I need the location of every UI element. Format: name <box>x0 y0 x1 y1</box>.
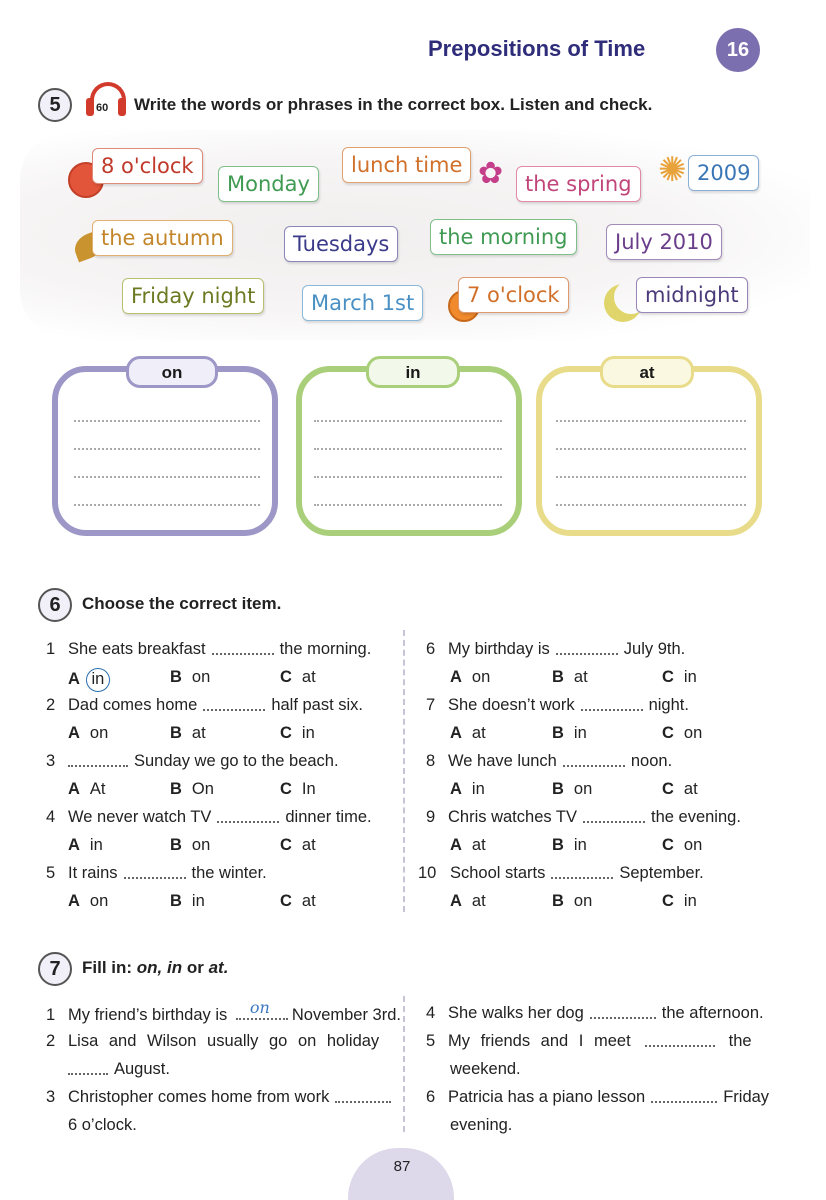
blank[interactable] <box>645 1036 715 1047</box>
fill-item-5: 5 My friends and I meet the <box>426 1032 752 1050</box>
exercise-6-instruction: Choose the correct item. <box>82 594 282 613</box>
word-card-2009[interactable]: 2009 <box>688 155 759 191</box>
fill-item-5-line2: weekend. <box>450 1060 521 1078</box>
question-6: 6 My birthday is July 9th. <box>426 640 686 658</box>
option-10c[interactable]: C in <box>662 892 697 910</box>
at-box-label: at <box>600 356 694 388</box>
fill-item-1: 1 My friend’s birthday is on November 3rd. <box>46 998 401 1024</box>
page-number: 87 <box>393 1158 411 1175</box>
word-card-monday[interactable]: Monday <box>218 166 319 202</box>
word-card-tuesdays[interactable]: Tuesdays <box>284 226 398 262</box>
question-8: 8 We have lunch noon. <box>426 752 673 770</box>
option-8b[interactable]: B on <box>552 780 593 798</box>
blank[interactable] <box>581 700 643 711</box>
on-box-label: on <box>126 356 218 388</box>
blank[interactable] <box>217 812 279 823</box>
option-10b[interactable]: B on <box>552 892 593 910</box>
option-3a[interactable]: A At <box>68 780 106 798</box>
option-4c[interactable]: C at <box>280 836 316 854</box>
word-card-the-spring[interactable]: the spring <box>516 166 641 202</box>
option-5a[interactable]: A on <box>68 892 109 910</box>
blank[interactable] <box>563 756 625 767</box>
fill-item-3-line2: 6 o’clock. <box>68 1116 137 1134</box>
exercise-5-number: 5 <box>38 88 72 122</box>
word-card-the-autumn[interactable]: the autumn <box>92 220 233 256</box>
option-8c[interactable]: C at <box>662 780 698 798</box>
question-7: 7 She doesn’t work night. <box>426 696 689 714</box>
option-4b[interactable]: B on <box>170 836 211 854</box>
option-6c[interactable]: C in <box>662 668 697 686</box>
word-card-march-1st[interactable]: March 1st <box>302 285 423 321</box>
question-5: 5 It rains the winter. <box>46 864 267 882</box>
fill-item-2-line2: August. <box>68 1060 170 1079</box>
word-card-midnight[interactable]: midnight <box>636 277 748 313</box>
blank[interactable] <box>651 1092 717 1103</box>
exercise-5-instruction: Write the words or phrases in the correct box. Listen and check. <box>134 95 653 114</box>
on-box[interactable] <box>52 366 278 536</box>
option-4a[interactable]: A in <box>68 836 103 854</box>
blank[interactable] <box>583 812 645 823</box>
blank[interactable] <box>68 756 128 767</box>
question-1: 1 She eats breakfast the morning. <box>46 640 372 658</box>
option-6b[interactable]: B at <box>552 668 588 686</box>
answer-blank-1[interactable]: on <box>236 1004 288 1020</box>
word-card-lunch-time[interactable]: lunch time <box>342 147 471 183</box>
flower-icon: ✿ <box>478 157 504 190</box>
headphones-icon <box>86 82 126 120</box>
blank[interactable] <box>335 1092 391 1103</box>
blank[interactable] <box>124 868 186 879</box>
option-5b[interactable]: B in <box>170 892 205 910</box>
exercise-7-number: 7 <box>38 952 72 986</box>
fill-item-6: 6 Patricia has a piano lesson Friday <box>426 1088 770 1106</box>
fill-item-3: 3 Christopher comes home from work <box>46 1088 397 1107</box>
option-2b[interactable]: B at <box>170 724 206 742</box>
audio-track-number: 60 <box>96 102 109 114</box>
exercise-7-instruction: Fill in: on, in or at. <box>82 958 229 977</box>
fill-item-2: 2 Lisa and Wilson usually go on holiday <box>46 1032 380 1050</box>
word-card-8-oclock[interactable]: 8 o'clock <box>92 148 203 184</box>
option-9a[interactable]: A at <box>450 836 486 854</box>
unit-number-badge: 16 <box>716 28 760 72</box>
question-10: 10 School starts September. <box>418 864 704 882</box>
fill-item-4: 4 She walks her dog the afternoon. <box>426 1004 764 1022</box>
option-5c[interactable]: C at <box>280 892 316 910</box>
option-1b[interactable]: B on <box>170 668 211 686</box>
option-1c[interactable]: C at <box>280 668 316 686</box>
option-3b[interactable]: B On <box>170 780 214 798</box>
question-2: 2 Dad comes home half past six. <box>46 696 364 714</box>
fireworks-icon: ✺ <box>658 151 687 189</box>
option-7c[interactable]: C on <box>662 724 703 742</box>
word-card-the-morning[interactable]: the morning <box>430 219 577 255</box>
blank[interactable] <box>551 868 613 879</box>
option-9b[interactable]: B in <box>552 836 587 854</box>
at-box[interactable] <box>536 366 762 536</box>
option-10a[interactable]: A at <box>450 892 486 910</box>
option-6a[interactable]: A on <box>450 668 491 686</box>
column-divider <box>403 630 405 912</box>
column-divider-2 <box>403 996 405 1132</box>
option-7b[interactable]: B in <box>552 724 587 742</box>
fill-item-6-line2: evening. <box>450 1116 513 1134</box>
option-9c[interactable]: C on <box>662 836 703 854</box>
option-2c[interactable]: C in <box>280 724 315 742</box>
blank[interactable] <box>203 700 265 711</box>
option-2a[interactable]: A on <box>68 724 109 742</box>
blank[interactable] <box>212 644 274 655</box>
blank[interactable] <box>590 1008 656 1019</box>
question-3: 3 Sunday we go to the beach. <box>46 752 339 770</box>
option-8a[interactable]: A in <box>450 780 485 798</box>
word-card-7-oclock[interactable]: 7 o'clock <box>458 277 569 313</box>
exercise-6-number: 6 <box>38 588 72 622</box>
blank[interactable] <box>556 644 618 655</box>
blank[interactable] <box>68 1064 108 1075</box>
in-box-label: in <box>366 356 460 388</box>
word-card-friday-night[interactable]: Friday night <box>122 278 264 314</box>
question-9: 9 Chris watches TV the evening. <box>426 808 741 826</box>
in-box[interactable] <box>296 366 522 536</box>
page-title: Prepositions of Time <box>428 36 646 61</box>
option-3c[interactable]: C In <box>280 780 316 798</box>
word-card-july-2010[interactable]: July 2010 <box>606 224 722 260</box>
question-4: 4 We never watch TV dinner time. <box>46 808 372 826</box>
option-1a-circled[interactable]: in <box>86 668 110 692</box>
option-7a[interactable]: A at <box>450 724 486 742</box>
